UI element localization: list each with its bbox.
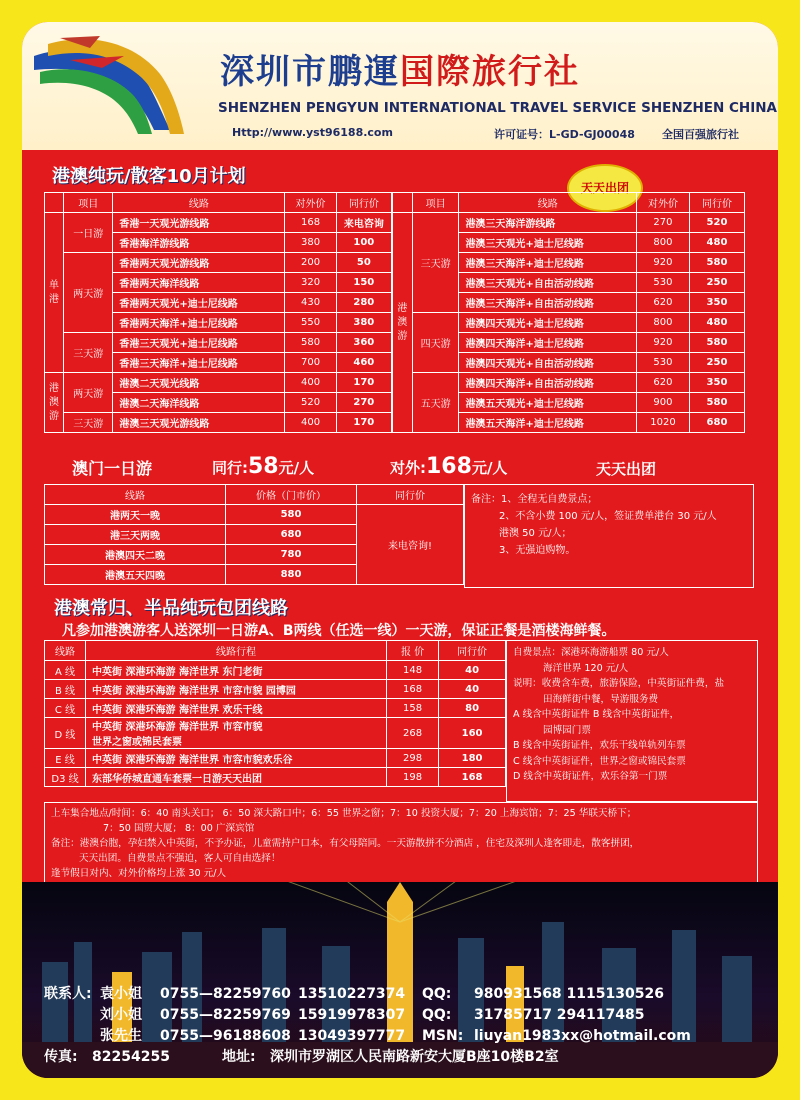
note-line: A 线含中英街证件 B 线含中英街证件， [513, 709, 680, 720]
route-name: 香港两天海洋线路 [113, 273, 285, 293]
note-line: 园博园门票 [543, 724, 591, 736]
route-name: 港澳四天海洋+迪士尼线路 [459, 333, 637, 353]
route-price: 298 [387, 749, 439, 768]
table-row [393, 213, 745, 233]
pickup-line: 天天出团。自费景点不强迫，客人可自由选择！ [79, 853, 281, 864]
table-header: 同行价 [689, 193, 744, 213]
route-name: 港澳二天观光线路 [113, 373, 285, 393]
table-row [45, 699, 506, 718]
table-row [45, 373, 392, 393]
header-group [45, 193, 64, 213]
table-header: 线路 [113, 193, 285, 213]
price-peer: 360 [336, 333, 391, 353]
table-row [45, 333, 392, 353]
route-peer: 180 [439, 749, 506, 768]
contact-im-label: MSN: [422, 1028, 464, 1044]
itinerary-line: 中英街 深港环海游 海洋世界 市容市貌欢乐谷 [92, 754, 293, 766]
contact-name: 张先生 [100, 1028, 142, 1044]
table-header: 线路 [45, 641, 86, 661]
itinerary-line: 中英街 深港环海游 海洋世界 市容市貌 [92, 722, 263, 733]
price-peer: 580 [689, 393, 744, 413]
route-peer: 40 [439, 680, 506, 699]
note-line: B 线含中英街证件，欢乐干线单轨列车票 [513, 740, 686, 751]
company-name-en: SHENZHEN PENGYUN INTERNATIONAL TRAVEL SERVICE SHENZHEN CHINA [218, 100, 777, 116]
header-group [393, 193, 413, 213]
table-header: 同行价 [357, 485, 464, 505]
price-out: 380 [285, 233, 336, 253]
row-subgroup: 五天游 [412, 373, 459, 433]
macau-out-price: 168 [426, 454, 472, 479]
route-name: 香港两天观光游线路 [113, 253, 285, 273]
macau-peer-price: 58 [248, 454, 279, 479]
route-line: D3 线 [45, 768, 86, 787]
table-routes [44, 640, 506, 787]
price-retail: 780 [226, 545, 357, 565]
route-itinerary [86, 680, 387, 699]
table-row [45, 661, 506, 680]
price-retail: 880 [226, 565, 357, 585]
pickup-info [44, 802, 758, 885]
table-header: 对外价 [636, 193, 689, 213]
pickup-line: 上车集合地点/时间：6：40 南头关口； 6：50 深大路口中；6：55 世界之窗；7：10 投资大厦；7：20 上海宾馆；7：25 华联天桥下； [51, 808, 637, 819]
price-out: 530 [636, 353, 689, 373]
route-name: 港澳五天四晚 [45, 565, 226, 585]
table-header: 同行价 [439, 641, 506, 661]
macau-notes [464, 484, 754, 588]
price-out: 620 [636, 373, 689, 393]
row-group: 单港 [45, 213, 64, 373]
table-row [45, 680, 506, 699]
note-line: D 线含中英街证件，欢乐谷第一门票 [513, 771, 668, 782]
note-line: 备注：1、全程无自费景点； [471, 494, 598, 505]
itinerary-line: 东部华侨城直通车套票一日游天天出团 [92, 773, 262, 785]
price-peer: 250 [689, 353, 744, 373]
contact-im[interactable]: 31785717 294117485 [474, 1007, 645, 1023]
row-subgroup: 两天游 [64, 253, 113, 333]
price-out: 900 [636, 393, 689, 413]
route-name: 港澳四天观光+自由活动线路 [459, 353, 637, 373]
company-name-cn [220, 44, 580, 93]
route-name: 港澳四天观光+迪士尼线路 [459, 313, 637, 333]
macau-out [390, 454, 507, 479]
company-logo [30, 34, 210, 138]
price-out: 430 [285, 293, 336, 313]
price-out: 700 [285, 353, 336, 373]
contact-label: 联系人: [44, 986, 92, 1002]
price-peer: 100 [336, 233, 391, 253]
fax-label: 传真: [44, 1049, 78, 1065]
table-header: 项目 [64, 193, 113, 213]
routes-notes [506, 640, 758, 802]
macau-peer [212, 454, 314, 479]
route-itinerary [86, 768, 387, 787]
price-out: 620 [636, 293, 689, 313]
daily-departure-stamp: 天天出团 [567, 164, 643, 212]
route-line: A 线 [45, 661, 86, 680]
price-peer: 350 [689, 373, 744, 393]
macau-out-unit: 元/人 [471, 459, 508, 477]
table-header: 线路行程 [86, 641, 387, 661]
macau-out-label: 对外: [390, 459, 426, 477]
table-header: 同行价 [336, 193, 391, 213]
price-out: 1020 [636, 413, 689, 433]
price-peer: 380 [336, 313, 391, 333]
route-name: 香港海洋游线路 [113, 233, 285, 253]
itinerary-line: 中英街 深港环海游 海洋世界 欢乐干线 [92, 704, 263, 716]
itinerary-line: 中英街 深港环海游 海洋世界 东门老街 [92, 666, 263, 678]
price-out: 800 [636, 233, 689, 253]
price-out: 200 [285, 253, 336, 273]
row-subgroup: 三天游 [64, 413, 113, 433]
section-title-group: 港澳常归、半品纯玩包团线路 [54, 598, 288, 619]
price-peer: 170 [336, 373, 391, 393]
table-row [45, 505, 464, 525]
contact-im[interactable]: 980931568 1115130526 [474, 986, 664, 1002]
contact-name: 袁小姐 [100, 986, 142, 1002]
price-peer: 480 [689, 233, 744, 253]
route-peer: 40 [439, 661, 506, 680]
price-out: 270 [636, 213, 689, 233]
route-name: 港澳二天海洋线路 [113, 393, 285, 413]
price-peer: 460 [336, 353, 391, 373]
route-name: 港澳五天海洋+迪士尼线路 [459, 413, 637, 433]
note-line: 2、不含小费 100 元/人，签证费单港台 30 元/人 [499, 511, 717, 522]
section-title-plan: 港澳纯玩/散客10月计划 [52, 166, 246, 187]
contact-phone[interactable]: 0755—82259760 [160, 986, 291, 1002]
note-line: 3、无强迫购物。 [499, 545, 576, 556]
price-out: 320 [285, 273, 336, 293]
route-name: 港澳三天海洋+迪士尼线路 [459, 253, 637, 273]
header [22, 22, 778, 150]
table-header-row [45, 641, 506, 661]
route-name: 香港一天观光游线路 [113, 213, 285, 233]
price-out: 920 [636, 253, 689, 273]
route-name: 港澳四天海洋+自由活动线路 [459, 373, 637, 393]
pickup-line: 7：50 国贸大厦； 8：00 广深宾馆 [103, 823, 255, 834]
price-peer: 520 [689, 213, 744, 233]
route-price: 168 [387, 680, 439, 699]
fax-number[interactable]: 82254255 [92, 1049, 170, 1065]
website-url[interactable]: Http://www.yst96188.com [232, 126, 393, 139]
price-peer: 250 [689, 273, 744, 293]
route-name: 香港两天海洋+迪士尼线路 [113, 313, 285, 333]
note-line: 海洋世界 120 元/人 [543, 662, 629, 674]
address-label: 地址: [222, 1049, 256, 1065]
row-subgroup: 三天游 [412, 213, 459, 313]
route-name: 港澳三天观光游线路 [113, 413, 285, 433]
table-header-row [45, 485, 464, 505]
row-group: 港澳游 [45, 373, 64, 433]
table-left [44, 192, 392, 433]
price-peer: 50 [336, 253, 391, 273]
macau-peer-label: 同行: [212, 459, 248, 477]
price-out: 550 [285, 313, 336, 333]
pickup-line: 逢节假日对内、对外价格均上涨 30 元/人 [51, 868, 227, 879]
company-name-accent: 国際旅行社 [400, 52, 580, 92]
route-itinerary [86, 749, 387, 768]
note-line: 港澳 50 元/人； [499, 528, 572, 539]
price-peer: 350 [689, 293, 744, 313]
row-group: 港澳游 [393, 213, 413, 433]
price-out: 580 [285, 333, 336, 353]
flyer [22, 22, 778, 1078]
route-line: E 线 [45, 749, 86, 768]
macau-peer-unit: 元/人 [278, 459, 315, 477]
note-line: C 线含中英街证件，世界之窗或锦民套票 [513, 755, 686, 767]
route-line: C 线 [45, 699, 86, 718]
pickup-line: 备注：港澳台胞，孕妇禁入中英街，不予办证，儿童需持户口本，有父母陪同。一天游散拼不分酒店 ，住宅及深圳人逢客即走，散客拼团， [51, 838, 640, 849]
price-peer: 170 [336, 413, 391, 433]
route-name: 港澳四天二晚 [45, 545, 226, 565]
price-out: 520 [285, 393, 336, 413]
contact-phone[interactable]: 0755—82259769 [160, 1007, 291, 1023]
route-name: 港三天两晚 [45, 525, 226, 545]
peer-note: 来电咨询! [357, 505, 464, 585]
route-price: 268 [387, 718, 439, 749]
route-name: 港澳五天观光+迪士尼线路 [459, 393, 637, 413]
address: 深圳市罗湖区人民南路新安大厦B座10楼B2室 [270, 1049, 559, 1065]
table-row [45, 768, 506, 787]
macau-title: 澳门一日游 [72, 459, 153, 478]
table-header: 价格（门市价） [226, 485, 357, 505]
company-name-main: 深圳市鹏運 [220, 52, 400, 92]
price-peer: 480 [689, 313, 744, 333]
contact-mobile[interactable]: 15919978307 [298, 1007, 406, 1023]
price-out: 168 [285, 213, 336, 233]
license-number: 许可证号：L-GD-GJ00048 [494, 128, 635, 141]
route-price: 148 [387, 661, 439, 680]
row-subgroup: 一日游 [64, 213, 113, 253]
price-out: 800 [636, 313, 689, 333]
contact-im-label: QQ: [422, 1007, 452, 1023]
table-header: 项目 [412, 193, 459, 213]
price-peer: 280 [336, 293, 391, 313]
note-line: 田海鲜街中餐，导游服务费 [543, 693, 659, 705]
price-out: 920 [636, 333, 689, 353]
route-name: 港澳三天海洋游线路 [459, 213, 637, 233]
route-line: D 线 [45, 718, 86, 749]
route-name: 香港三天观光+迪士尼线路 [113, 333, 285, 353]
note-line: 说明：收费含车费，旅游保险，中英街证件费，盐 [513, 678, 725, 689]
contact-im[interactable]: liuyan1983xx@hotmail.com [474, 1028, 691, 1044]
table-header: 对外价 [285, 193, 336, 213]
route-name: 港澳三天观光+迪士尼线路 [459, 233, 637, 253]
table-row [45, 718, 506, 749]
table-header-row [393, 193, 745, 213]
route-price: 158 [387, 699, 439, 718]
price-peer: 580 [689, 333, 744, 353]
route-itinerary [86, 718, 387, 749]
table-header: 报 价 [387, 641, 439, 661]
itinerary-line: 中英街 深港环海游 海洋世界 市容市貌 园博园 [92, 685, 296, 697]
table-header: 线路 [45, 485, 226, 505]
contact-im-label: QQ: [422, 986, 452, 1002]
table-row [45, 749, 506, 768]
table-header-row [45, 193, 392, 213]
route-name: 香港三天海洋+迪士尼线路 [113, 353, 285, 373]
price-peer: 580 [689, 253, 744, 273]
contact-mobile[interactable]: 13049397777 [298, 1028, 406, 1044]
route-price: 198 [387, 768, 439, 787]
route-peer: 168 [439, 768, 506, 787]
price-peer: 680 [689, 413, 744, 433]
section-subtitle-group: 凡参加港澳游客人送深圳一日游A、B两线（任选一线）一天游，保证正餐是酒楼海鲜餐。 [62, 623, 616, 639]
table-header: 线路 [459, 193, 637, 213]
note-line: 自费景点：深港环海游船票 80 元/人 [513, 647, 669, 658]
price-retail: 680 [226, 525, 357, 545]
table-row [45, 253, 392, 273]
route-name: 港两天一晚 [45, 505, 226, 525]
macau-daily: 天天出团 [596, 460, 657, 478]
price-peer: 150 [336, 273, 391, 293]
table-row [393, 313, 745, 333]
contact-name: 刘小姐 [100, 1007, 142, 1023]
route-itinerary [86, 699, 387, 718]
contact-mobile[interactable]: 13510227374 [298, 986, 406, 1002]
top100-badge: 全国百强旅行社 [662, 128, 739, 141]
itinerary-line: 世界之窗或锦民套票 [92, 737, 182, 748]
table-macau [44, 484, 464, 585]
price-out: 530 [636, 273, 689, 293]
price-peer: 270 [336, 393, 391, 413]
table-row [45, 413, 392, 433]
route-line: B 线 [45, 680, 86, 699]
table-row [45, 213, 392, 233]
price-out: 400 [285, 413, 336, 433]
contact-phone[interactable]: 0755—96188608 [160, 1028, 291, 1044]
row-subgroup: 三天游 [64, 333, 113, 373]
row-subgroup: 四天游 [412, 313, 459, 373]
price-out: 400 [285, 373, 336, 393]
table-right [392, 192, 745, 433]
price-peer: 来电咨询 [336, 213, 391, 233]
route-itinerary [86, 661, 387, 680]
route-name: 港澳三天海洋+自由活动线路 [459, 293, 637, 313]
route-name: 香港两天观光+迪士尼线路 [113, 293, 285, 313]
route-peer: 160 [439, 718, 506, 749]
row-subgroup: 两天游 [64, 373, 113, 413]
price-retail: 580 [226, 505, 357, 525]
table-row [393, 373, 745, 393]
route-name: 港澳三天观光+自由活动线路 [459, 273, 637, 293]
route-peer: 80 [439, 699, 506, 718]
